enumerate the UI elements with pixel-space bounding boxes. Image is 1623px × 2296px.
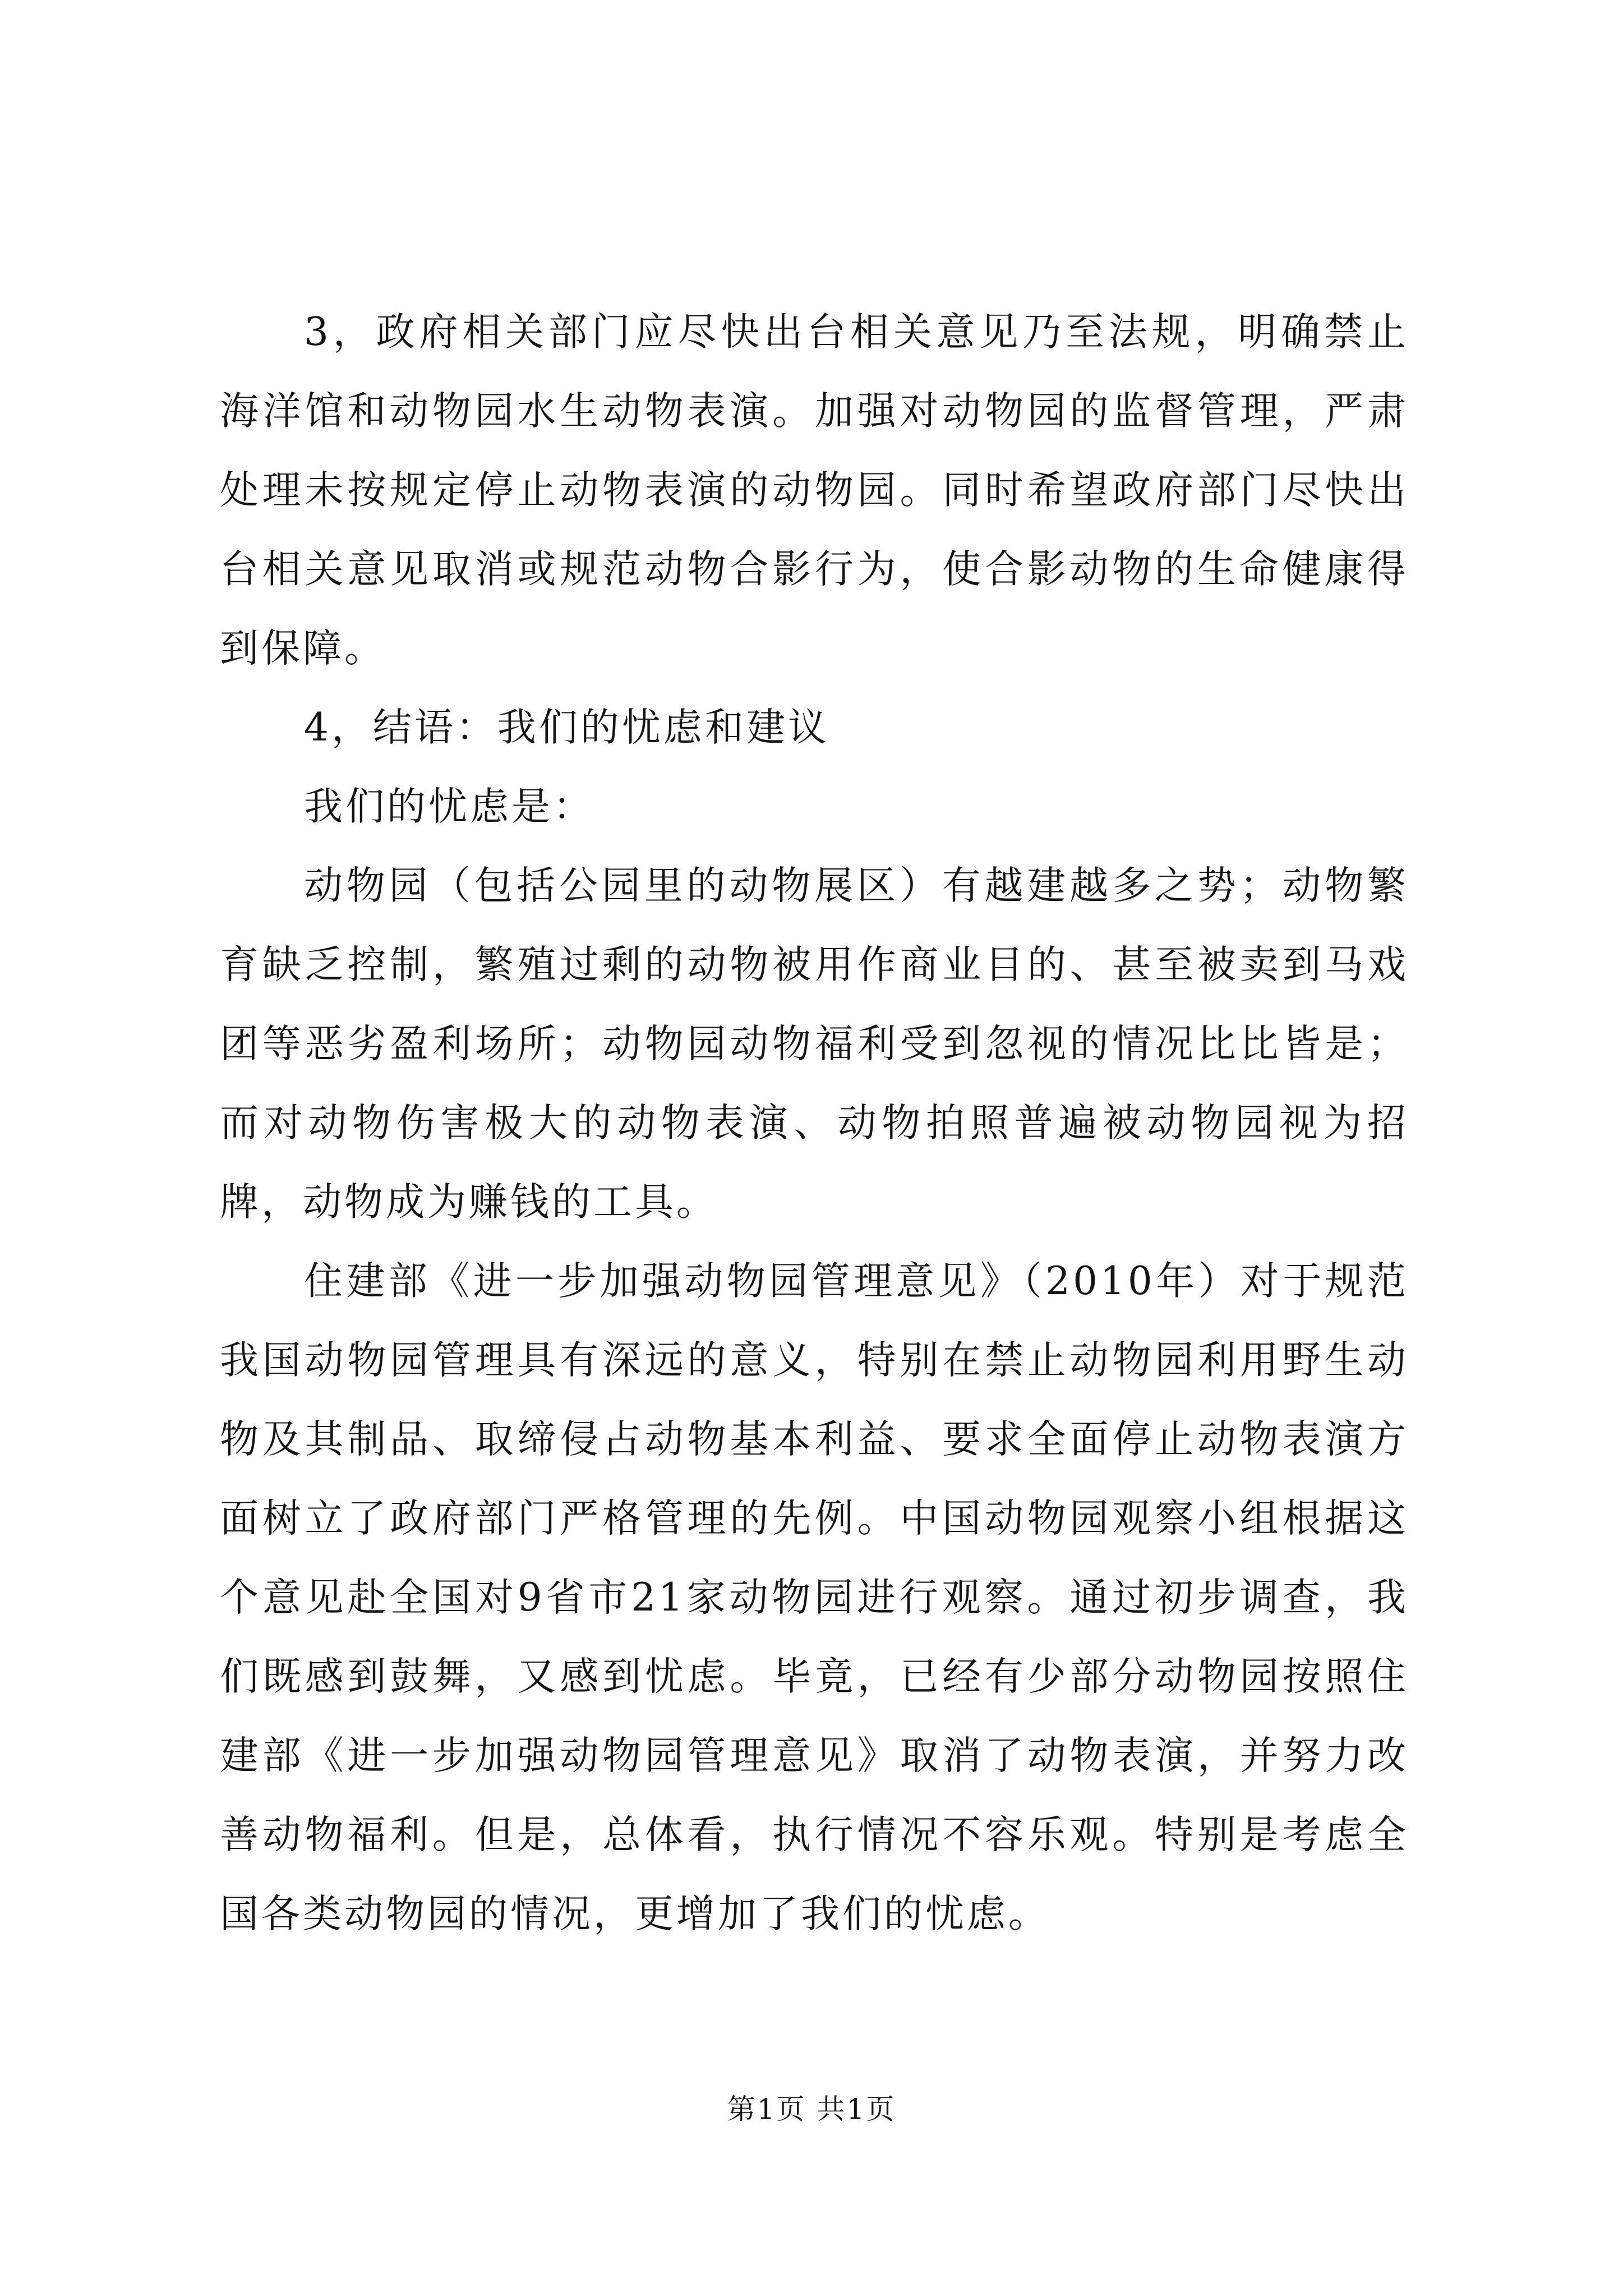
paragraph-conclusion-heading: 4，结语：我们的忧虑和建议	[304, 705, 829, 750]
paragraph-item-3: 3，政府相关部门应尽快出台相关意见乃至法规，明确禁止海洋馆和动物园水生动物表演。加强对动物园的监督管理，严肃处理未按规定停止动物表演的动物园。同时希望政府部门尽快出台相关意见取消或规范动物合影行为，使合影动物的生命健康得到保障。	[220, 310, 1409, 671]
paragraph-zoo-concerns: 动物园（包括公园里的动物展区）有越建越多之势；动物繁育缺乏控制，繁殖过剩的动物被用作商业目的、甚至被卖到马戏团等恶劣盈利场所；动物园动物福利受到忽视的情况比比皆是；而对动物伤害极大的动物表演、动物拍照普遍被动物园视为招牌，动物成为赚钱的工具。	[220, 863, 1409, 1225]
page-number-footer: 第1页 共1页	[727, 2093, 896, 2125]
paragraph-concerns-intro: 我们的忧虑是：	[304, 784, 594, 829]
paragraph-ministry-opinion: 住建部《进一步加强动物园管理意见》（2010年）对于规范我国动物园管理具有深远的意义，特别在禁止动物园利用野生动物及其制品、取缔侵占动物基本利益、要求全面停止动物表演方面树立了政府部门严格管理的先例。中国动物园观察小组根据这个意见赴全国对9省市21家动物园进行观察。通过初步调查，我们既感到鼓舞，又感到忧虑。毕竟，已经有少部分动物园按照住建部《进一步加强动物园管理意见》取消了动物表演，并努力改善动物福利。但是，总体看，执行情况不容乐观。特别是考虑全国各类动物园的情况，更增加了我们的忧虑。	[220, 1259, 1409, 1936]
document-body	[220, 293, 1409, 1954]
